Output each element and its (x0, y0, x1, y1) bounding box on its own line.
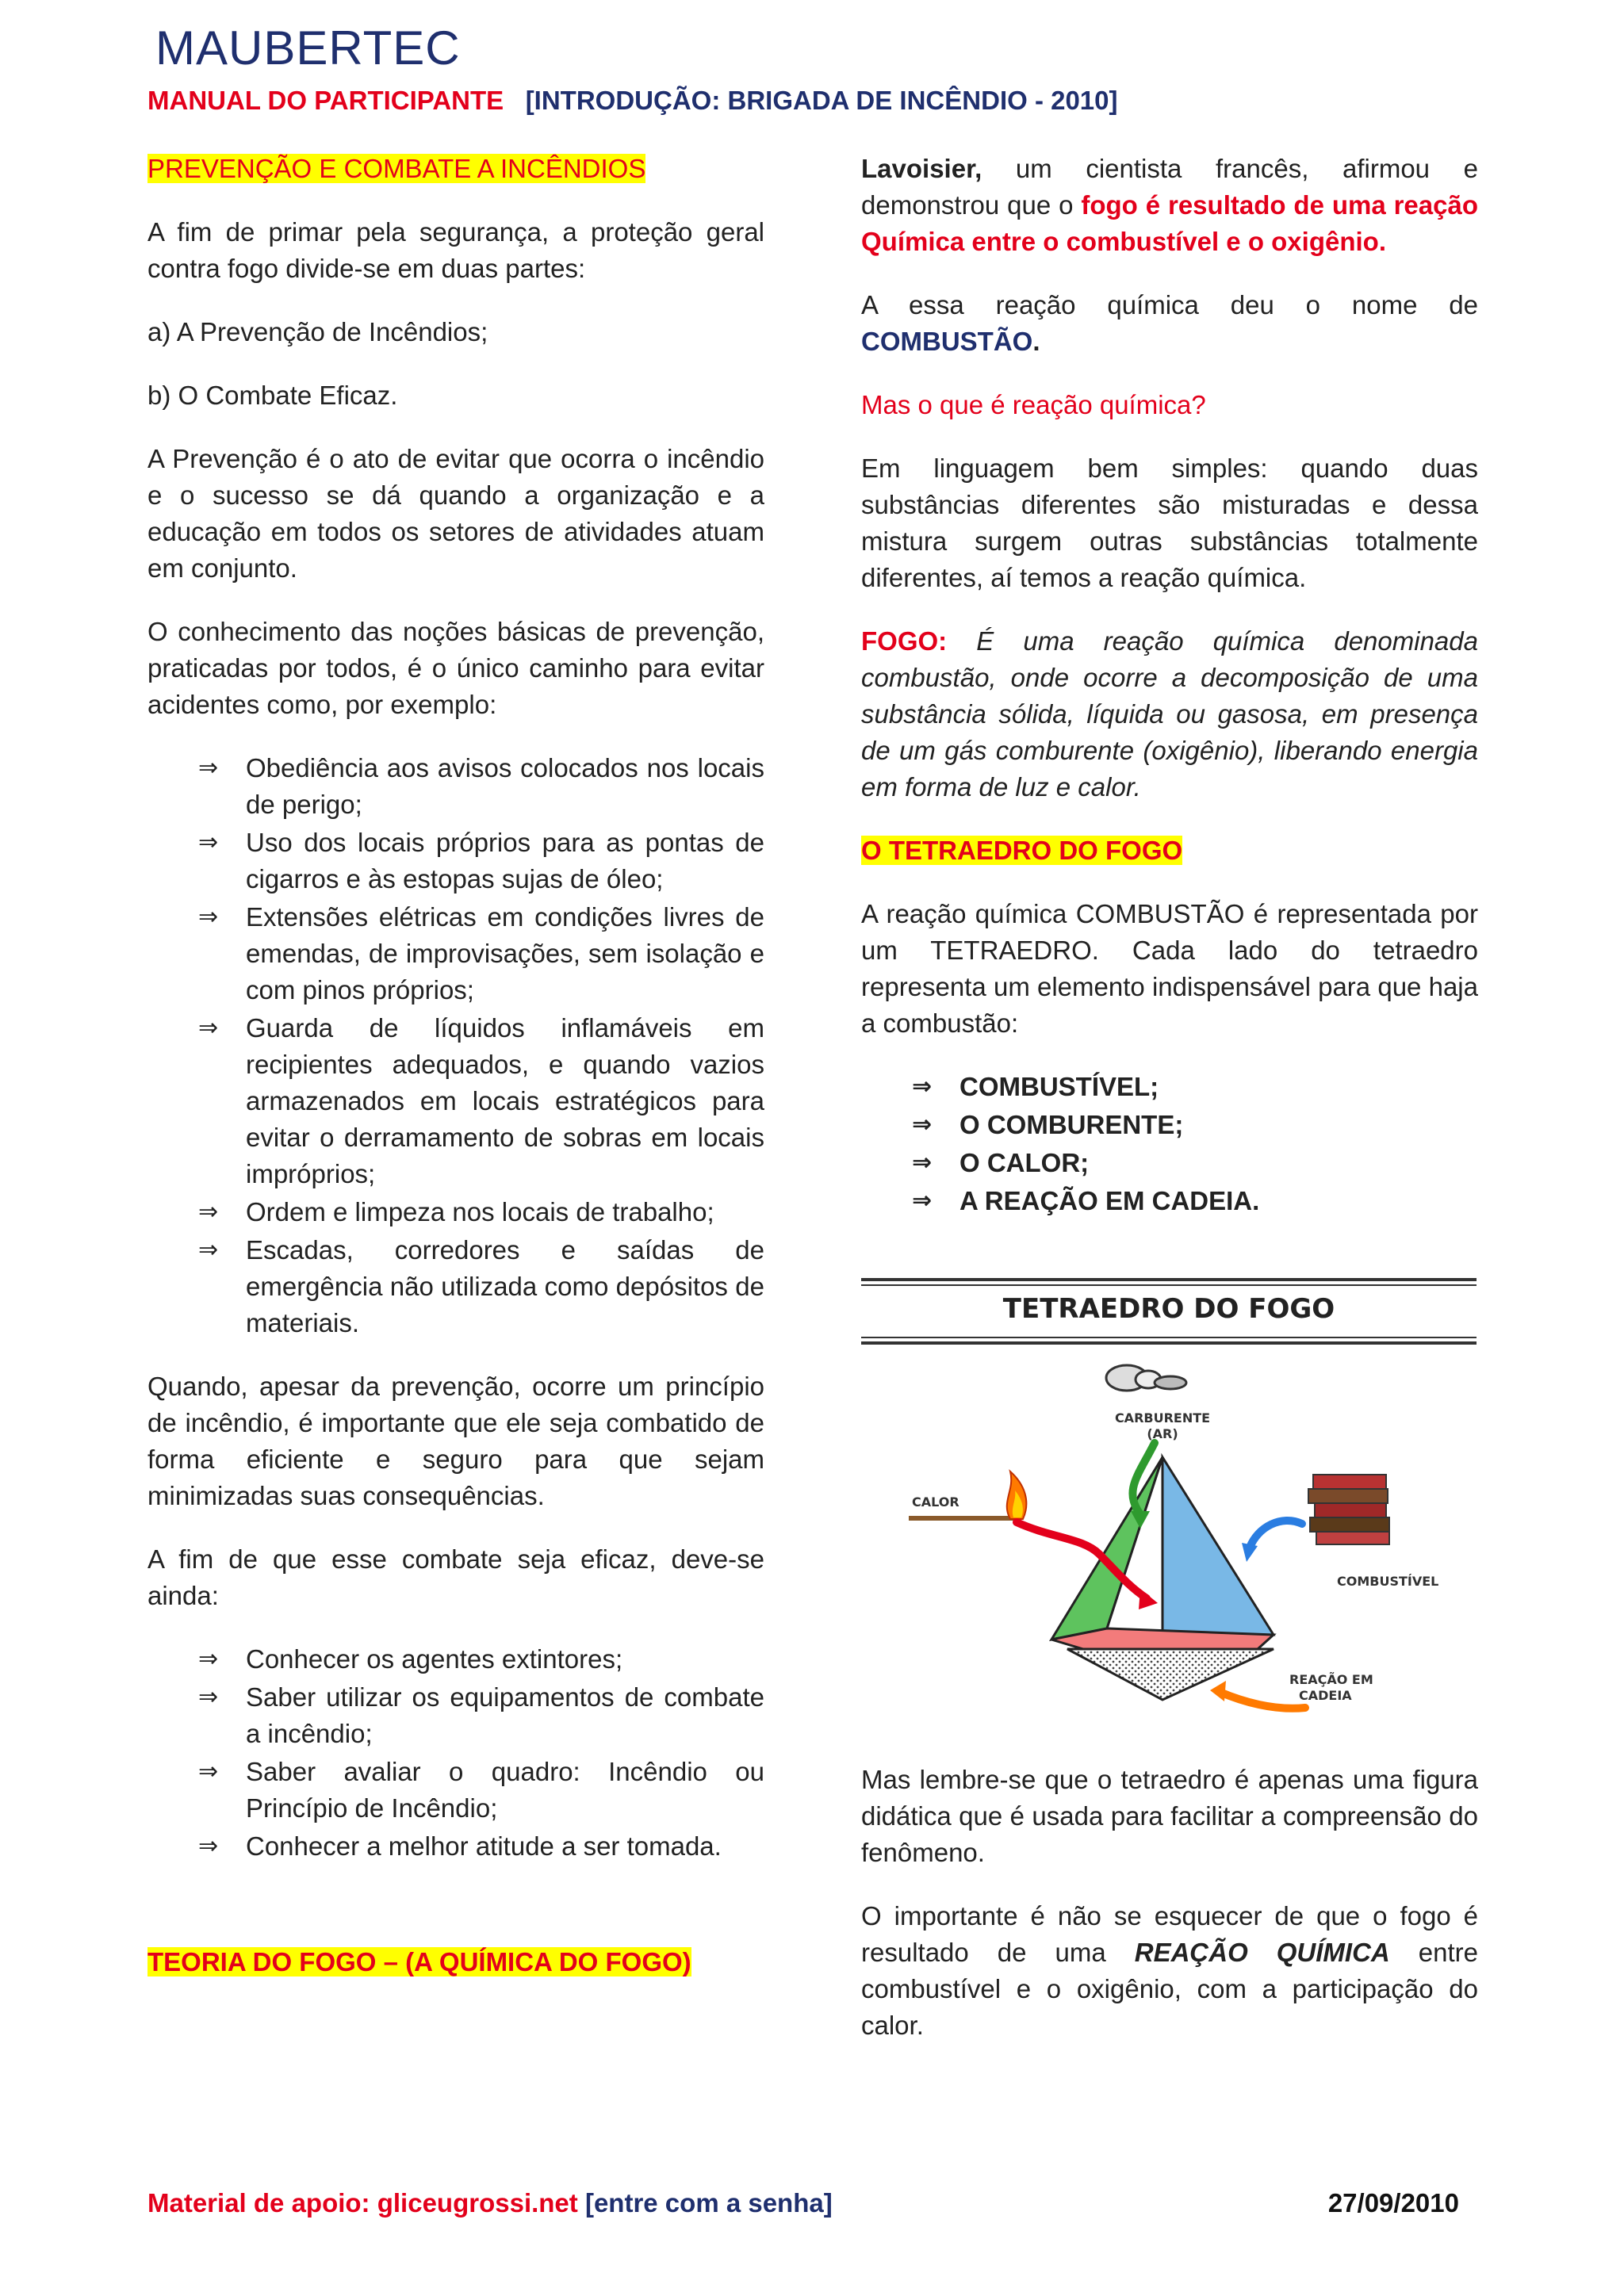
list-item: ⇒ O COMBURENTE; (861, 1107, 1478, 1143)
arrow-icon: ⇒ (198, 903, 219, 931)
arrow-chain (1220, 1692, 1305, 1709)
arrow-icon: ⇒ (912, 1187, 933, 1215)
arrow-icon: ⇒ (198, 1645, 219, 1673)
label-combustivel: COMBUSTÍVEL (1337, 1574, 1439, 1589)
arrow-icon: ⇒ (912, 1111, 933, 1138)
list-item: ⇒ Conhecer os agentes extintores; (147, 1641, 764, 1678)
combat-list (147, 1641, 764, 1865)
figure-rule-top (861, 1278, 1477, 1281)
face-blue (1162, 1457, 1274, 1643)
heading-tetraedro: O TETRAEDRO DO FOGO (861, 836, 1183, 865)
paragraph: Em linguagem bem simples: quando duas substâncias diferentes são misturadas e dessa mistura surgem outras substâncias totalmente diferentes, aí temos a reação química. (861, 453, 1478, 592)
list-item: ⇒ Uso dos locais próprios para as pontas de cigarros e às estopas sujas de óleo; (147, 825, 764, 897)
paragraph: A fim de primar pela segurança, a proteção geral contra fogo divide-se em duas partes: (147, 217, 764, 283)
tetrahedron-diagram (861, 1276, 1477, 1720)
brand-title: MAUBERTEC (155, 21, 461, 75)
footer (147, 2188, 1459, 2218)
label-cadeia: CADEIA (1299, 1688, 1352, 1703)
figure-rule-top-thin (861, 1284, 1477, 1286)
figure-rule-bottom-thin (861, 1337, 1477, 1338)
arrow-icon: ⇒ (912, 1073, 933, 1100)
arrow-fuel-head (1242, 1543, 1258, 1562)
label-ar: (AR) (1147, 1426, 1178, 1441)
list-item: ⇒ Guarda de líquidos inflamáveis em recipientes adequados, e quando vazios armazenados em locais estratégicos para evitar o derramamento de sobras em locais impróprios; (147, 1010, 764, 1192)
paragraph-reacao-quimica: O importante é não se esquecer de que o fogo é resultado de uma REAÇÃO QUÍMICA entre combustível e o oxigênio, com a participação do calor. (861, 1901, 1479, 2040)
arrow-icon: ⇒ (198, 1014, 219, 1042)
list-item: ⇒ Saber avaliar o quadro: Incêndio ou Princípio de Incêndio; (147, 1754, 764, 1827)
books-icon (1308, 1475, 1389, 1544)
intro-label: [INTRODUÇÃO: BRIGADA DE INCÊNDIO - 2010] (525, 86, 1118, 115)
label-calor: CALOR (912, 1494, 959, 1510)
list-item: ⇒ A REAÇÃO EM CADEIA. (861, 1183, 1478, 1219)
list-item: ⇒ O CALOR; (861, 1145, 1478, 1181)
right-column (861, 151, 1478, 1246)
paragraph-lavoisier: Lavoisier, um cientista francês, afirmou e demonstrou que o fogo é resultado de uma reação Química entre o combustível e o oxigênio. (861, 154, 1478, 256)
paragraph: A reação química COMBUSTÃO é representada por um TETRAEDRO. Cada lado do tetraedro representa um elemento indispensável para que haja a combustão: (861, 899, 1478, 1038)
footer-date: 27/09/2010 (1327, 2188, 1459, 2218)
list-item: ⇒ COMBUSTÍVEL; (861, 1069, 1478, 1105)
left-column (147, 151, 764, 2007)
paragraph: Mas lembre-se que o tetraedro é apenas uma figura didática que é usada para facilitar a compreensão do fenômeno. (861, 1765, 1478, 1867)
paragraph-fogo: FOGO: É uma reação química denominada combustão, onde ocorre a decomposição de uma substância sólida, líquida ou gasosa, em presença de um gás comburente (oxigênio), liberando energia em forma de luz e calor. (861, 626, 1478, 802)
figure-title: TETRAEDRO DO FOGO (1002, 1293, 1335, 1325)
prevention-list (147, 750, 764, 1341)
arrow-icon: ⇒ (198, 1758, 219, 1785)
tetrahedron-list (861, 1069, 1478, 1219)
tetrahedron-figure (861, 1276, 1477, 1720)
arrow-icon: ⇒ (198, 1832, 219, 1860)
list-item: ⇒ Escadas, corredores e saídas de emergência não utilizada como depósitos de materiais. (147, 1232, 764, 1341)
figure-rule-bottom (861, 1341, 1477, 1345)
footer-note: [entre com a senha] (577, 2188, 833, 2218)
paragraph: a) A Prevenção de Incêndios; (147, 317, 488, 346)
list-item: ⇒ Ordem e limpeza nos locais de trabalho; (147, 1194, 764, 1230)
arrow-icon: ⇒ (198, 1683, 219, 1711)
paragraph-combustao: A essa reação química deu o nome de COMBUSTÃO. (861, 290, 1478, 356)
match-stick (909, 1516, 1020, 1521)
manual-label: MANUAL DO PARTICIPANTE (147, 86, 504, 115)
paragraph: O conhecimento das noções básicas de prevenção, praticadas por todos, é o único caminho para evitar acidentes como, por exemplo: (147, 617, 764, 719)
paragraph: A fim de que esse combate seja eficaz, deve-se ainda: (147, 1544, 764, 1610)
list-item: ⇒ Saber utilizar os equipamentos de combate a incêndio; (147, 1679, 764, 1752)
arrow-fuel (1250, 1521, 1302, 1548)
list-item: ⇒ Conhecer a melhor atitude a ser tomada. (147, 1828, 764, 1865)
list-item: ⇒ Extensões elétricas em condições livres de emendas, de improvisações, sem isolação e com pinos próprios; (147, 899, 764, 1008)
arrow-icon: ⇒ (198, 754, 219, 782)
list-item: ⇒ Obediência aos avisos colocados nos locais de perigo; (147, 750, 764, 823)
arrow-icon: ⇒ (198, 1236, 219, 1264)
arrow-chain-head (1210, 1681, 1226, 1701)
arrow-icon: ⇒ (198, 1198, 219, 1226)
right-column-bottom (861, 1762, 1478, 2071)
base-dotted (1067, 1649, 1274, 1700)
air-cloud-icon (1106, 1365, 1186, 1391)
heading-teoria: TEORIA DO FOGO – (A QUÍMICA DO FOGO) (147, 1947, 691, 1976)
paragraph: b) O Combate Eficaz. (147, 381, 398, 410)
label-carburente: CARBURENTE (1114, 1410, 1211, 1425)
arrow-icon: ⇒ (198, 828, 219, 856)
footer-support-label: Material de apoio: gliceugrossi.net (147, 2188, 578, 2218)
document-subtitle (147, 86, 1118, 116)
label-reacao: REAÇÃO EM (1289, 1672, 1373, 1687)
paragraph: A Prevenção é o ato de evitar que ocorra o incêndio e o sucesso se dá quando a organização e a educação em todos os setores de atividades atuam em conjunto. (147, 444, 764, 583)
arrow-icon: ⇒ (912, 1149, 933, 1177)
heading-prevencao: PREVENÇÃO E COMBATE A INCÊNDIOS (147, 154, 646, 183)
question: Mas o que é reação química? (861, 390, 1206, 419)
paragraph: Quando, apesar da prevenção, ocorre um princípio de incêndio, é importante que ele seja combatido de forma eficiente e seguro para que sejam minimizadas suas consequências. (147, 1372, 764, 1510)
